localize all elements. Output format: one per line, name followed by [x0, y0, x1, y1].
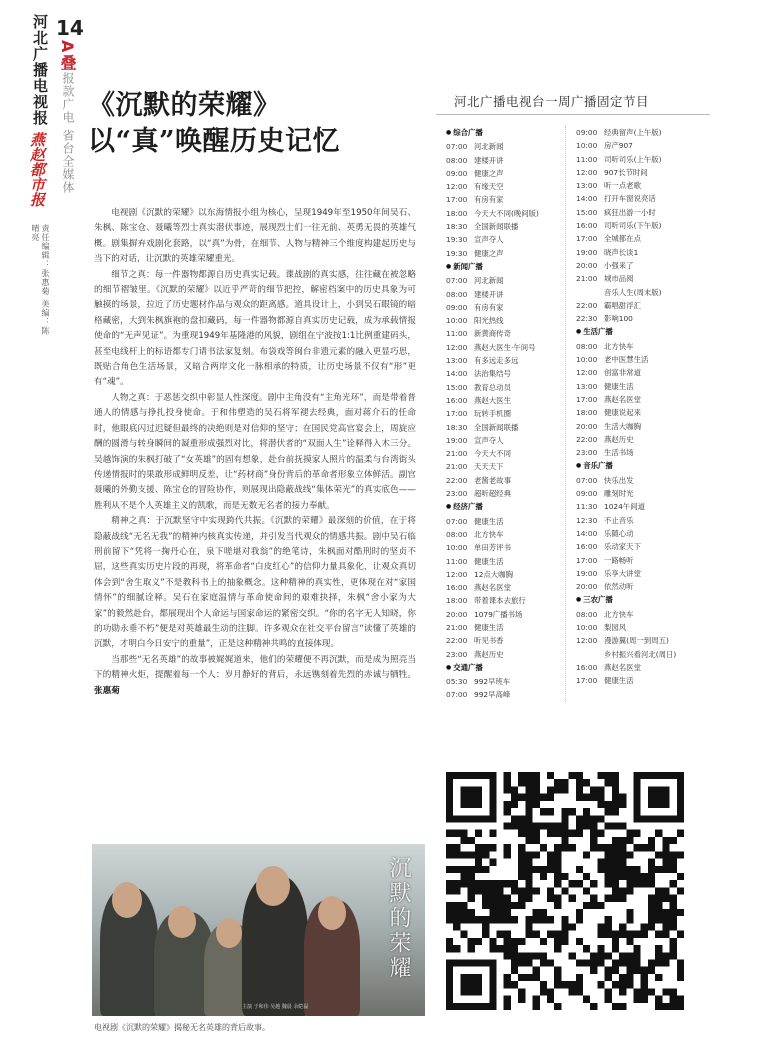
schedule-program: 建楼开讲 [474, 155, 504, 165]
article-paragraph: 电视剧《沉默的荣耀》以东海情报小组为核心，呈现1949年至1950年间吴石、朱枫、陈宝仓、聂曦等烈士真实潜伏事迹，展现烈士们一往无前、英勇无畏的英雄气概。剧集摒弃戏剧化套路，以“真”为骨，在细节、人物与精神三个维度构建起历史与当下的对话，让沉默的英雄荣耀重光。 [94, 208, 416, 265]
schedule-program: 创富非常道 [604, 368, 641, 378]
schedule-time: 18:30 [446, 422, 468, 432]
schedule-section-header: ● 新闻广播 [446, 260, 565, 274]
schedule-row [446, 407, 565, 420]
article-closing: 当那些“无名英雄”的故事被娓娓道来，他们的荣耀便不再沉默，而是成为照亮当下的精神火炬，提醒着每一个人：岁月静好的背后，永远镌刻着先烈的赤诚与牺牲。 [94, 654, 416, 681]
schedule-section-header: ● 生活广播 [576, 325, 716, 339]
article-paragraph: 精神之真：于沉默坚守中实现跨代共振。《沉默的荣耀》最深刻的价值，在于将隐蔽战线“无名无我”的精神内核真实传递，并引发当代观众的情感共振。剧中吴石临刑前留下“凭将一掬丹心在，泉下嗟堪对我翁”的绝笔诗，朱枫面对酷刑时的坚贞不屈，这些真实历史片段的再现，将革命者“白皮红心”的信仰力量具象化，让观众真切体会到“舍生取义”不是教科书上的抽象概念。这种精神的真实性，更体现在对“家国情怀”的细腻诠释。吴石在家庭温情与革命使命间的艰难抉择，朱枫“舍小家为大家”的毅然赴台，都展现出个人命运与国家命运的紧密交织。“你的名字无人知晓，你的功勋永垂不朽”便是对英雄最生动的注脚。许多观众在社交平台留言“读懂了英雄的沉默，才明白今日安宁的重量”，正是这种精神共鸣的直接体现。 [94, 516, 416, 650]
schedule-row [446, 568, 565, 581]
schedule-program: 河北新闻 [474, 142, 504, 152]
schedule-time: 11:00 [446, 329, 468, 339]
schedule-row [576, 312, 716, 325]
schedule-row [446, 528, 565, 541]
schedule-row [446, 180, 565, 193]
schedule-time: 10:00 [576, 355, 598, 365]
schedule-row [446, 220, 565, 233]
schedule-row [576, 340, 716, 353]
schedule-program: 乐随心动 [604, 528, 634, 538]
schedule-program: 燕赵名医堂 [604, 662, 641, 672]
schedule-program: 依然动听 [604, 582, 634, 592]
schedule-row [446, 541, 565, 554]
schedule-row [446, 688, 565, 701]
schedule-program: 漫游翼(周一到周五) [604, 636, 669, 646]
schedule-program: 生活大咖胸 [604, 421, 641, 431]
schedule-row [576, 126, 716, 139]
schedule-program: 1024午间道 [604, 502, 645, 512]
schedule-time: 18:00 [576, 408, 598, 418]
schedule-program: 健康生活 [474, 556, 504, 566]
schedule-row [576, 353, 716, 366]
schedule-time: 10:00 [576, 141, 598, 151]
schedule-time: 17:00 [446, 195, 468, 205]
schedule-time: 22:00 [446, 636, 468, 646]
schedule-row [576, 393, 716, 406]
paper-name: 河北广播电视报 [31, 14, 49, 126]
schedule-time: 20:00 [446, 609, 468, 619]
schedule-program: 992早班车 [474, 677, 511, 687]
schedule-time: 12:30 [576, 515, 598, 525]
schedule-divider [436, 114, 710, 115]
schedule-time: 19:00 [446, 435, 468, 445]
schedule-program: 全城都在点 [604, 234, 641, 244]
schedule-row [446, 367, 565, 380]
schedule-row [446, 675, 565, 688]
schedule-time: 17:00 [576, 555, 598, 565]
schedule-row [576, 608, 716, 621]
headline-line2: 以“真”唤醒历史记忆 [88, 126, 341, 157]
article-paragraph [94, 653, 416, 699]
schedule-program: 司听司乐(上午版) [604, 154, 662, 164]
article-author: 张惠菊 [94, 685, 120, 696]
schedule-time: 16:00 [446, 395, 468, 405]
schedule-time: 11:00 [446, 556, 468, 566]
schedule-program: 有缘天空 [474, 182, 504, 192]
schedule-row [576, 259, 716, 272]
schedule-program: 乐动家天下 [604, 542, 641, 552]
schedule-row [446, 460, 565, 473]
schedule-row [446, 274, 565, 287]
schedule-time: 23:00 [446, 649, 468, 659]
schedule-program: 宣声夺人 [474, 435, 504, 445]
schedule-program: 燕赵历史 [474, 649, 504, 659]
figure-head [216, 918, 242, 948]
schedule-time: 17:00 [446, 409, 468, 419]
schedule-row [446, 648, 565, 661]
schedule-time: 17:00 [576, 676, 598, 686]
schedule-row [576, 420, 716, 433]
schedule-row [576, 299, 716, 312]
schedule-row [576, 634, 716, 647]
schedule-program: 992早高峰 [474, 690, 511, 700]
schedule-row [446, 354, 565, 367]
schedule-time: 17:00 [576, 394, 598, 404]
schedule-time: 20:00 [576, 421, 598, 431]
schedule-program: 燕赵名医堂 [604, 394, 641, 404]
schedule-program: 1079广播书场 [474, 609, 523, 619]
paper-seal-logo: 燕赵都市报 [28, 132, 46, 207]
schedule-program: 超听超经典 [474, 489, 511, 499]
schedule-time: 11:30 [576, 502, 598, 512]
schedule-program: 快乐出发 [604, 475, 634, 485]
schedule-row [446, 487, 565, 500]
schedule-row [576, 139, 716, 152]
schedule-program: 有房有家 [474, 195, 504, 205]
schedule-program: 阳光热线 [474, 316, 504, 326]
schedule-program: 全国新闻联播 [474, 222, 519, 232]
schedule-program: 不止音乐 [604, 515, 634, 525]
schedule-row [446, 608, 565, 621]
schedule-row [576, 648, 716, 661]
schedule-program: 宣声夺人 [474, 235, 504, 245]
schedule-row [446, 421, 565, 434]
schedule-time: 07:00 [576, 475, 598, 485]
schedule-time: 19:00 [576, 247, 598, 257]
schedule-program: 建楼开讲 [474, 289, 504, 299]
page-number: 14 [56, 16, 84, 40]
schedule-program: 燕赵大医生 [474, 395, 511, 405]
schedule-row [576, 246, 716, 259]
schedule-program: 乐享大讲堂 [604, 568, 641, 578]
schedule-row [576, 474, 716, 487]
schedule-program: 晓声长谈1 [604, 247, 639, 257]
schedule-time: 16:00 [576, 221, 598, 231]
schedule-program: 听见书香 [474, 636, 504, 646]
schedule-row [446, 447, 565, 460]
schedule-time: 07:00 [446, 276, 468, 286]
schedule-program: 燕赵名医堂 [474, 583, 511, 593]
schedule-time: 07:00 [446, 516, 468, 526]
schedule-time: 22:00 [446, 475, 468, 485]
photo-caption: 电视剧《沉默的荣耀》揭秘无名英雄的背后故事。 [94, 1023, 270, 1032]
schedule-time: 07:00 [446, 142, 468, 152]
schedule-row [576, 192, 716, 205]
schedule-program: 乡村振兴看河北(周日) [604, 649, 677, 659]
schedule-time: 21:00 [446, 622, 468, 632]
schedule-row [576, 406, 716, 419]
schedule-program: 带着课本去旅行 [474, 596, 526, 606]
schedule-row [576, 232, 716, 245]
schedule-time: 08:00 [446, 289, 468, 299]
schedule-time: 23:00 [576, 448, 598, 458]
schedule-program: 霸唱甜浮汇 [604, 300, 641, 310]
schedule-row [446, 154, 565, 167]
schedule-time: 17:00 [576, 234, 598, 244]
schedule-program: 健康之声 [474, 168, 504, 178]
schedule-time: 09:00 [446, 302, 468, 312]
schedule-time: 21:00 [446, 449, 468, 459]
schedule-row [446, 247, 565, 260]
schedule-time: 12:00 [576, 368, 598, 378]
schedule-row [446, 634, 565, 647]
schedule-time: 10:00 [576, 622, 598, 632]
schedule-program: 燕赵历史 [604, 434, 634, 444]
figure-head [256, 866, 290, 906]
schedule-program: 雕刻时光 [604, 489, 634, 499]
schedule-row [576, 661, 716, 674]
schedule-time: 15:00 [576, 207, 598, 217]
schedule-title: 河北广播电视台一周广播固定节目 [454, 94, 650, 109]
schedule-row [446, 555, 565, 568]
schedule-program: 健康生活 [604, 676, 634, 686]
schedule-program: 城市品阅 [604, 274, 634, 284]
schedule-time: 10:00 [446, 543, 468, 553]
schedule-time: 12:00 [576, 636, 598, 646]
schedule-time: 16:00 [576, 542, 598, 552]
schedule-time: 13:00 [576, 181, 598, 191]
schedule-row [446, 288, 565, 301]
schedule-time: 08:00 [446, 155, 468, 165]
schedule-row [576, 527, 716, 540]
schedule-program: 教育总动员 [474, 382, 511, 392]
article-headline [88, 88, 418, 160]
schedule-program: 健康说起来 [604, 408, 641, 418]
schedule-time: 09:00 [576, 128, 598, 137]
editors-credit: 责任编辑：张惠菊 美编：陈晴亮 [31, 224, 50, 336]
schedule-time: 14:00 [576, 194, 598, 204]
schedule-row [446, 621, 565, 634]
schedule-row [576, 567, 716, 580]
schedule-program: 梨园风 [604, 622, 627, 632]
schedule-program: 今天大不同 [474, 449, 511, 459]
schedule-time: 12:00 [446, 342, 468, 352]
schedule-time: 22:00 [576, 300, 598, 310]
schedule-time: 07:00 [446, 690, 468, 700]
schedule-column-right [576, 126, 716, 687]
schedule-program: 北方快车 [474, 529, 504, 539]
schedule-program: 健康之声 [474, 248, 504, 258]
figure-head [318, 896, 346, 930]
article-paragraph: 人物之真：于恶惩交织中彰显人性深度。剧中主角没有“主角光环”，而是带着普通人的情感与挣扎投身使命。于和伟塑造的吴石将军褪去经典，面对蒋介石的任命时，他眼底闪过迟疑但最终的决绝则是对信仰的坚守；在国民党高官宴会上，周旋应酬的圆滑与转身瞬间的凝重形成强烈对比，将潜伏者的“双面人生”诠释得入木三分。吴越饰演的朱枫打破了“女英雄”的固有想象，赴台前抚摸家人照片的温柔与台湾街头传递情报时的果敢形成鲜明反差，让“药材商”身份背后的革命者形象立体鲜活。副官聂曦的外勤支援、陈宝仓的冒险协作，则展现出隐蔽战线“集体荣光”的真实底色——胜利从不是个人英雄主义的凯歌，而是无数无名者的接力奉献。 [94, 392, 416, 511]
schedule-program: 玩转手机圈 [474, 409, 511, 419]
article-paragraph: 细节之真：每一件器物都源自历史真实记载。谍战剧的真实感，往往藏在被忽略的细节褶皱里。《沉默的荣耀》以近乎严苛的细节把控，解密档案中的历史具象为可触摸的场景，拉近了历史题材作品与观众的距离感。道具设计上，小到吴石眼镜的暗格藏密，大到朱枫旗袍的盘扣藏码，每一件器物都源自真实历史记载，成为承载情报使命的“无声见证”。为重现1949年基隆港的风貌，剧组在宁波按1:1比例重建码头，甚至电线杆上的标语都专门请书法家复刻。布袋戏等闽台非遗元素的融入更显巧思，既贴合角色生活场景，又暗合两岸文化一脉相承的特质，让历史场景不仅有“形”更有“魂”。 [94, 269, 416, 388]
article-body [94, 206, 416, 699]
schedule-program: 房产907 [604, 141, 633, 151]
schedule-program: 经典留声(上午版) [604, 128, 662, 137]
schedule-time: 08:00 [576, 609, 598, 619]
schedule-row [576, 621, 716, 634]
drama-still-photo [92, 844, 425, 1016]
schedule-program: 法治集结号 [474, 369, 511, 379]
schedule-program: 影响100 [604, 314, 633, 324]
schedule-program: 健康生活 [474, 622, 504, 632]
figure-head [168, 906, 196, 938]
schedule-row [446, 233, 565, 246]
schedule-row [576, 446, 716, 459]
schedule-program: 有房有家 [474, 302, 504, 312]
schedule-time: 14:00 [446, 369, 468, 379]
schedule-program: 今天大不同(晚间版) [474, 208, 539, 218]
photo-credit: 主演 于和伟 吴越 魏晨 余皑磊 [242, 1004, 309, 1010]
schedule-time: 20:00 [576, 582, 598, 592]
schedule-row [576, 219, 716, 232]
schedule-time: 12:00 [446, 182, 468, 192]
schedule-row [576, 500, 716, 513]
schedule-time: 22:00 [576, 434, 598, 444]
schedule-row [446, 341, 565, 354]
schedule-time: 12:00 [446, 569, 468, 579]
schedule-program: 听一点老歌 [604, 181, 641, 191]
schedule-program: 天天天下 [474, 462, 504, 472]
schedule-section-header: ● 音乐广播 [576, 459, 716, 473]
schedule-time: 16:00 [446, 583, 468, 593]
schedule-section-header: ● 三农广播 [576, 593, 716, 607]
schedule-time: 19:30 [446, 248, 468, 258]
schedule-row [446, 167, 565, 180]
schedule-row [446, 207, 565, 220]
photo-overlay-title: 沉默的荣耀 [386, 856, 411, 981]
schedule-time: 21:00 [576, 274, 598, 284]
schedule-time: 12:00 [576, 167, 598, 177]
schedule-section-header: ● 综合广播 [446, 126, 565, 140]
schedule-program: 打开车窗说亮话 [604, 194, 656, 204]
schedule-time: 09:00 [446, 168, 468, 178]
schedule-row [576, 179, 716, 192]
page-section: A叠 [58, 40, 77, 73]
schedule-program: 老中医慧生活 [604, 355, 649, 365]
schedule-program: 907长节时间 [604, 167, 648, 177]
schedule-row [576, 366, 716, 379]
schedule-program: 健康生活 [604, 381, 634, 391]
schedule-section-header: ● 交通广播 [446, 661, 565, 675]
schedule-time: 19:00 [576, 568, 598, 578]
schedule-row [576, 206, 716, 219]
schedule-row [576, 166, 716, 179]
schedule-time: 21:00 [446, 462, 468, 472]
schedule-time: 08:00 [576, 341, 598, 351]
schedule-time: 13:00 [576, 381, 598, 391]
schedule-program: 北方快车 [604, 609, 634, 619]
schedule-program: 疯狂出游一小时 [604, 207, 656, 217]
schedule-program: 全国新闻联播 [474, 422, 519, 432]
schedule-row [576, 674, 716, 687]
schedule-time: 23:00 [446, 489, 468, 499]
schedule-time: 13:00 [446, 356, 468, 366]
schedule-row [576, 514, 716, 527]
schedule-row [446, 327, 565, 340]
schedule-program: 一路畅听 [604, 555, 634, 565]
schedule-time: 15:00 [446, 382, 468, 392]
schedule-program: 单田芳评书 [474, 543, 511, 553]
schedule-row [576, 554, 716, 567]
schedule-row [446, 594, 565, 607]
schedule-row [576, 286, 716, 299]
schedule-time: 18:30 [446, 222, 468, 232]
schedule-time: 16:00 [576, 662, 598, 672]
schedule-program: 新黄商传奇 [474, 329, 511, 339]
schedule-row [576, 272, 716, 285]
schedule-time: 05:30 [446, 677, 468, 687]
schedule-column-left [446, 126, 566, 702]
schedule-time: 22:30 [576, 314, 598, 324]
schedule-row [446, 140, 565, 153]
schedule-program: 生活书场 [604, 448, 634, 458]
schedule-program: 12点大咖胸 [474, 569, 513, 579]
schedule-program: 燕赵大医生·午间号 [474, 342, 536, 352]
schedule-row [446, 394, 565, 407]
schedule-time: 09:00 [576, 489, 598, 499]
headline-line1: 《沉默的荣耀》 [88, 90, 281, 121]
schedule-program: 音乐人生(周末版) [604, 287, 662, 297]
schedule-row [576, 380, 716, 393]
schedule-program: 老酱老故事 [474, 475, 511, 485]
schedule-program: 健康生活 [474, 516, 504, 526]
schedule-time: 19:30 [446, 235, 468, 245]
schedule-program: 小强来了 [604, 260, 634, 270]
schedule-program: 司听司乐(下午版) [604, 221, 662, 231]
schedule-row [576, 580, 716, 593]
schedule-time: 11:00 [576, 154, 598, 164]
qr-code[interactable] [446, 772, 684, 1010]
figure-head [112, 882, 142, 918]
schedule-row [576, 433, 716, 446]
schedule-time: 18:00 [446, 208, 468, 218]
schedule-program: 北方快车 [604, 341, 634, 351]
schedule-section-header: ● 经济广播 [446, 500, 565, 514]
schedule-row [446, 474, 565, 487]
schedule-time: 10:00 [446, 316, 468, 326]
schedule-row [446, 301, 565, 314]
schedule-time: 08:00 [446, 529, 468, 539]
schedule-row [576, 153, 716, 166]
schedule-row [446, 434, 565, 447]
schedule-row [576, 540, 716, 553]
schedule-row [446, 581, 565, 594]
page-subtitle: 报款广电 省台全媒体 [61, 72, 75, 194]
schedule-program: 有多远走多远 [474, 356, 519, 366]
schedule-time: 20:00 [576, 260, 598, 270]
schedule-row [446, 381, 565, 394]
schedule-time: 14:00 [576, 528, 598, 538]
schedule-row [446, 515, 565, 528]
masthead [26, 14, 54, 344]
qr-code-graphic [446, 772, 684, 1010]
schedule-time: 18:00 [446, 596, 468, 606]
schedule-row [576, 487, 716, 500]
schedule-program: 河北新闻 [474, 276, 504, 286]
schedule-row [446, 314, 565, 327]
schedule-row [446, 193, 565, 206]
